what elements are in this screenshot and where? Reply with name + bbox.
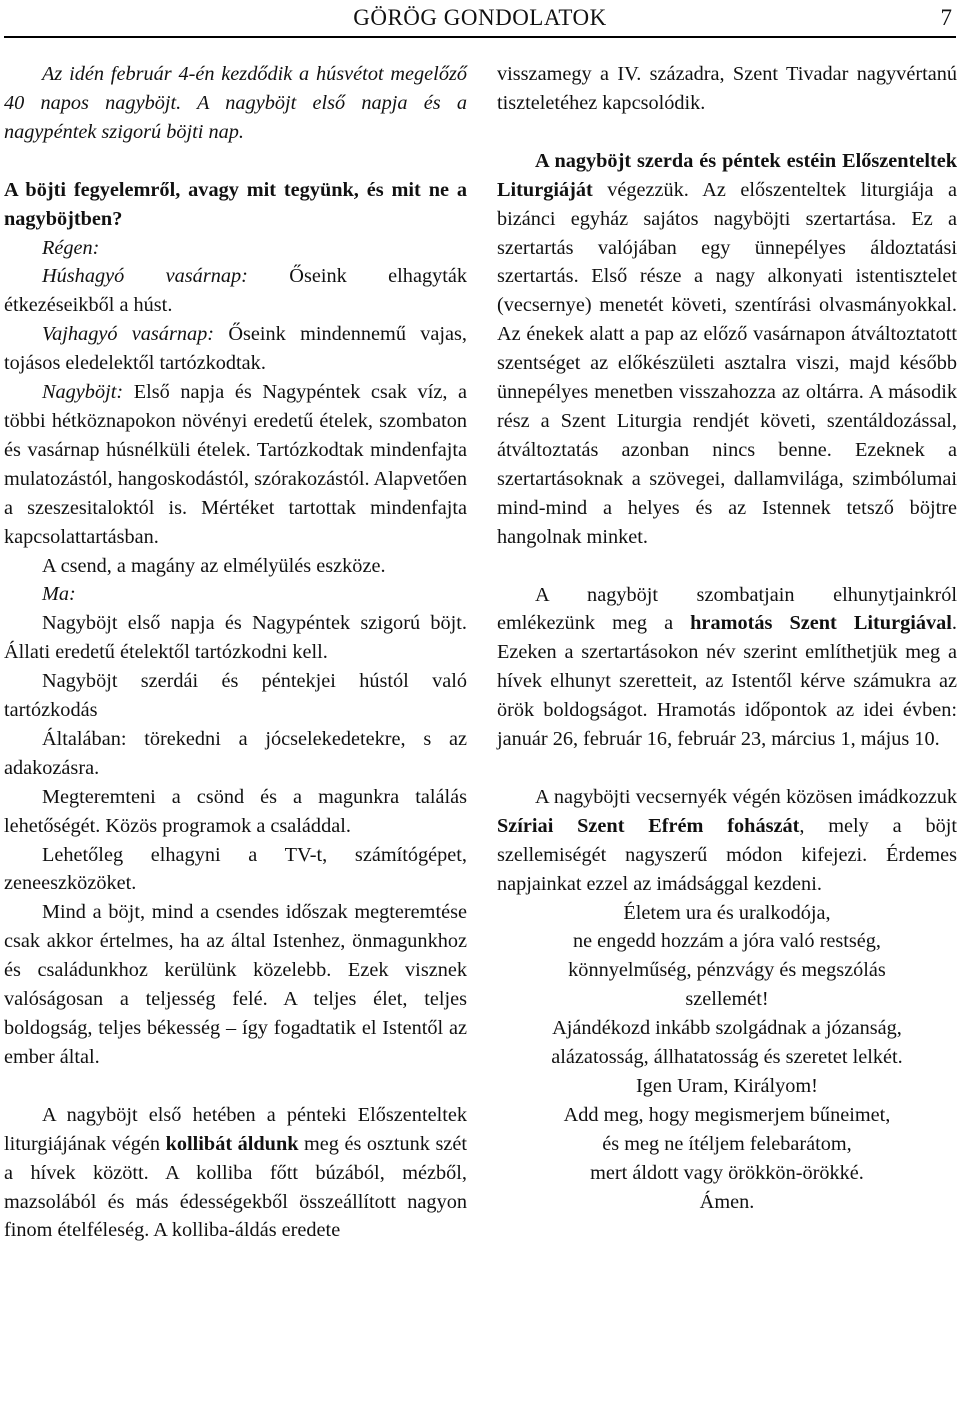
page-header <box>4 0 956 38</box>
left-column <box>4 60 467 1245</box>
kolliba-text-c: meg és osztunk szét a hívek között. A kolliba főtt búzából, mézből, mazsolából és más édességekből összeállított nagyon finom ételféleség. A kolliba-áldás eredete <box>4 1132 467 1242</box>
ma-paragraph-6: Mind a böjt, mind a csendes időszak megteremtése csak akkor értelmes, ha az által Istenhez, önmagunkhoz és családunkhoz kerülünk közelebb. Ezek visznek valóságosan a teljesség felé. A teljes élet, teljes boldogság, teljes békesség – így fogadtatik el Istentől az ember által. <box>4 901 467 1068</box>
vajhagyo-text: Őseink mindennemű vajas, tojásos eledelektől tartózkodtak. <box>4 323 468 375</box>
ma-paragraph-5: Lehetőleg elhagyni a TV-t, számítógépet, zeneeszközöket. <box>4 843 467 895</box>
efrem-text-c: , mely a böjt szellemiségét nagyszerű módon kifejezi. Érdemes napjainkat ezzel az imádsággal kezdeni. <box>497 814 957 895</box>
hramotas-bold: hramotás Szent Liturgiával <box>690 612 952 635</box>
prayer-line: Életem ura és uralkodója, <box>623 901 831 924</box>
nagybojt-label: Nagyböjt: <box>42 381 124 404</box>
vajhagyo-paragraph <box>4 320 467 378</box>
kolliba-bold: kollibát áldunk <box>165 1132 299 1155</box>
page-number: 7 <box>940 5 952 30</box>
prayer-line: Add meg, hogy megismerjem bűneimet, <box>563 1103 891 1126</box>
elosszenteltek-text: végezzük. Az előszenteltek liturgiája a bizánci egyház sajátos nagyböjti szertartása. Ez a szertartás valójában egy ünnepélyes áldoztatási szertartás. Első része a nagy alkonyati istentisztelet (vecsernye) menetét követi, szentírási olvasmányokkal. Az énekek alatt a pap az előző vasárnapon átváltoztatott szentséget az előkészületi asztalra viszi, majd később ünnepélyes menetben visszahozza az oltárra. A második rész a Szent Liturgia rendjét követi, szentáldozással, átváltoztatás azonban nincs benne. Ezeknek a szertartásoknak a szövegei, dallamvilága, szimbólumai mind-mind a helyes és az Istennek tetsző böjtre hangolnak minket. <box>497 178 957 548</box>
continuation-paragraph: visszamegy a IV. századra, Szent Tivadar nagyvértanú tiszteletéhez kapcsolódik. <box>497 63 957 114</box>
publication-title: GÖRÖG GONDOLATOK <box>353 5 607 30</box>
vajhagyo-label: Vajhagyó vasárnap: <box>42 323 215 346</box>
efrem-text-a: A nagyböjti vecsernyék végén közösen imádkozzuk <box>535 785 957 808</box>
ma-paragraph-2: Nagyböjt szerdái és péntekjei hústól való tartózkodás <box>4 670 467 722</box>
hramotas-text-c: . Ezeken a szertartásokon név szerint említhetjük meg a hívek elhunyt szeretteit, az Istentől kérve számukra az örök boldogságot. Hramotás időpontok az idei évben: január 26, február 16, február 23, március 1, május 10. <box>497 612 957 751</box>
regen-label: Régen: <box>42 236 100 259</box>
csend-paragraph: A csend, a magány az elmélyülés eszköze. <box>42 554 386 577</box>
prayer-line: Ámen. <box>699 1190 755 1213</box>
hushagyo-paragraph <box>4 262 467 320</box>
hushagyo-label: Húshagyó vasárnap: <box>42 265 248 288</box>
elosszenteltek-bold: A nagyböjt szerda és péntek estéin Előszenteltek Liturgiáját <box>497 149 957 201</box>
prayer-line: Ajándékozd inkább szolgádnak a józanság, <box>552 1017 902 1040</box>
nagybojt-text: Első napja és Nagypéntek csak víz, a többi hétköznapokon növényi eredetű ételek, szombaton és vasárnap húsnélküli ételek. Tartózkodtak mindenfajta mulatozástól, hangoskodástól, szórakozástól. Alapvetően a szeszesitaloktól is. Mértéket tartottak mindenfajta kapcsolattartásban. <box>4 381 467 548</box>
nagybojt-paragraph <box>4 378 467 551</box>
ma-paragraph-3: Általában: törekedni a jócselekedetekre, s az adakozásra. <box>4 727 467 779</box>
right-column <box>497 60 957 1217</box>
prayer-line: szellemét! <box>685 988 769 1011</box>
efrem-bold: Szíriai Szent Efrém fohászát <box>497 814 800 837</box>
hramotas-paragraph <box>497 581 957 754</box>
prayer-line: Igen Uram, Királyom! <box>636 1075 818 1097</box>
kolliba-text-a: A nagyböjt első hetében a pénteki Előszenteltek liturgiájának végén <box>4 1103 467 1155</box>
prayer-block <box>497 899 957 1217</box>
hramotas-text-a: A nagyböjt szombatjain elhunytjainkról emlékezünk meg a <box>497 583 957 635</box>
prayer-line: alázatosság, állhatatosság és szeretet lelkét. <box>551 1046 903 1069</box>
kolliba-paragraph <box>4 1101 467 1246</box>
ma-paragraph-1: Nagyböjt első napja és Nagypéntek szigorú böjt. Állati eredetű ételektől tartózkodni kell. <box>4 612 467 664</box>
ma-paragraph-4: Megteremteni a csönd és a magunkra találás lehetőségét. Közös programok a családdal. <box>4 785 467 837</box>
prayer-line: és meg ne ítéljem felebarátom, <box>602 1132 852 1155</box>
prayer-line: ne engedd hozzám a jóra való restség, <box>572 930 882 953</box>
hushagyo-text: Őseink elhagyták étkezéseikből a húst. <box>4 265 468 317</box>
intro-paragraph: Az idén február 4-én kezdődik a húsvétot megelőző 40 napos nagyböjt. A nagyböjt első napja és a nagypéntek szigorú böjti nap. <box>4 63 467 143</box>
efrem-paragraph <box>497 783 957 899</box>
ma-label: Ma: <box>42 583 76 606</box>
prayer-line: mert áldott vagy örökkön-örökké. <box>590 1161 864 1184</box>
section-heading: A böjti fegyelemről, avagy mit tegyünk, és mit ne a nagyböjtben? <box>4 178 467 230</box>
prayer-line: könnyelműség, pénzvágy és megszólás <box>568 959 886 982</box>
elosszenteltek-paragraph <box>497 147 957 552</box>
